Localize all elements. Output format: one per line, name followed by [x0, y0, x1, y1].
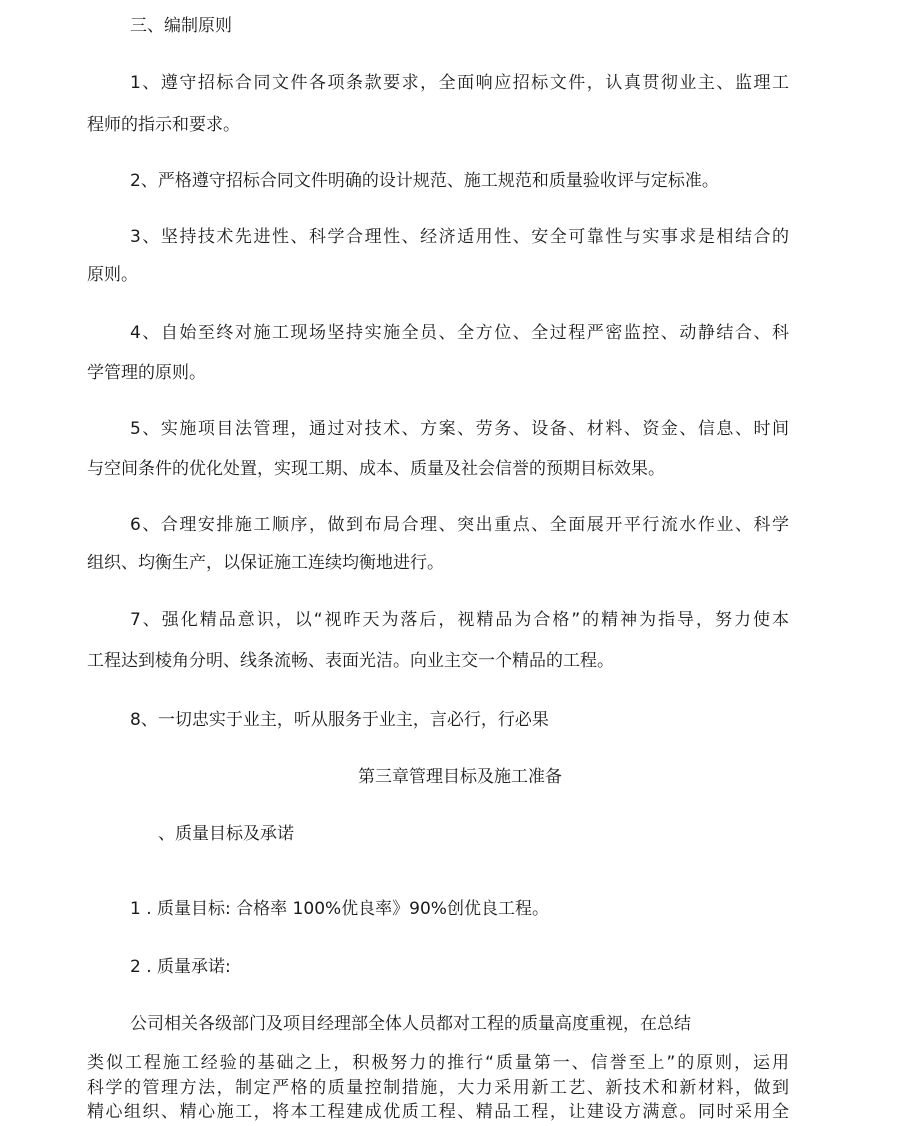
commitment-line-1: 公司相关各级部门及项目经理部全体人员都对工程的质量高度重视，在总结 [130, 1014, 691, 1034]
principle-7-line-1: 7、强化精品意识，以“视昨天为落后，视精品为合格”的精神为指导，努力使本 [130, 610, 789, 630]
commitment-line-4: 精心组织、精心施工，将本工程建成优质工程、精品工程，让建设方满意。同时采用全 [87, 1102, 789, 1122]
principle-8-line-1: 8、一切忠实于业主，听从服务于业主，言必行，行必果 [130, 710, 549, 730]
section-heading: 三、编制原则 [130, 16, 232, 36]
commitment-line-2: 类似工程施工经验的基础之上，积极努力的推行“质量第一、信誉至上”的原则，运用 [87, 1053, 789, 1073]
principle-7-line-2: 工程达到棱角分明、线条流畅、表面光洁。向业主交一个精品的工程。 [87, 651, 614, 671]
principle-3-line-2: 原则。 [87, 265, 138, 285]
principle-6-line-2: 组织、均衡生产，以保证施工连续均衡地进行。 [87, 553, 444, 573]
principle-5-line-2: 与空间条件的优化处置，实现工期、成本、质量及社会信誉的预期目标效果。 [87, 459, 665, 479]
principle-4-line-2: 学管理的原则。 [87, 363, 206, 383]
principle-3-line-1: 3、坚持技术先进性、科学合理性、经济适用性、安全可靠性与实事求是相结合的 [130, 227, 789, 247]
quality-heading: 、质量目标及承诺 [158, 824, 294, 844]
principle-1-line-2: 程师的指示和要求。 [87, 115, 240, 135]
chapter-title: 第三章管理目标及施工准备 [358, 767, 562, 787]
principle-5-line-1: 5、实施项目法管理，通过对技术、方案、劳务、设备、材料、资金、信息、时间 [130, 419, 789, 439]
principle-2-line-1: 2、严格遵守招标合同文件明确的设计规范、施工规范和质量验收评与定标准。 [130, 171, 719, 191]
quality-target: 1 . 质量目标: 合格率 100%优良率》90%创优良工程。 [130, 899, 549, 919]
principle-6-line-1: 6、合理安排施工顺序，做到布局合理、突出重点、全面展开平行流水作业、科学 [130, 515, 789, 535]
principle-4-line-1: 4、自始至终对施工现场坚持实施全员、全方位、全过程严密监控、动静结合、科 [130, 323, 789, 343]
commitment-line-3: 科学的管理方法，制定严格的质量控制措施，大力采用新工艺、新技术和新材料，做到 [87, 1078, 789, 1098]
principle-1-line-1: 1、遵守招标合同文件各项条款要求，全面响应招标文件，认真贯彻业主、监理工 [130, 73, 789, 93]
quality-commitment-label: 2 . 质量承诺: [130, 957, 231, 977]
